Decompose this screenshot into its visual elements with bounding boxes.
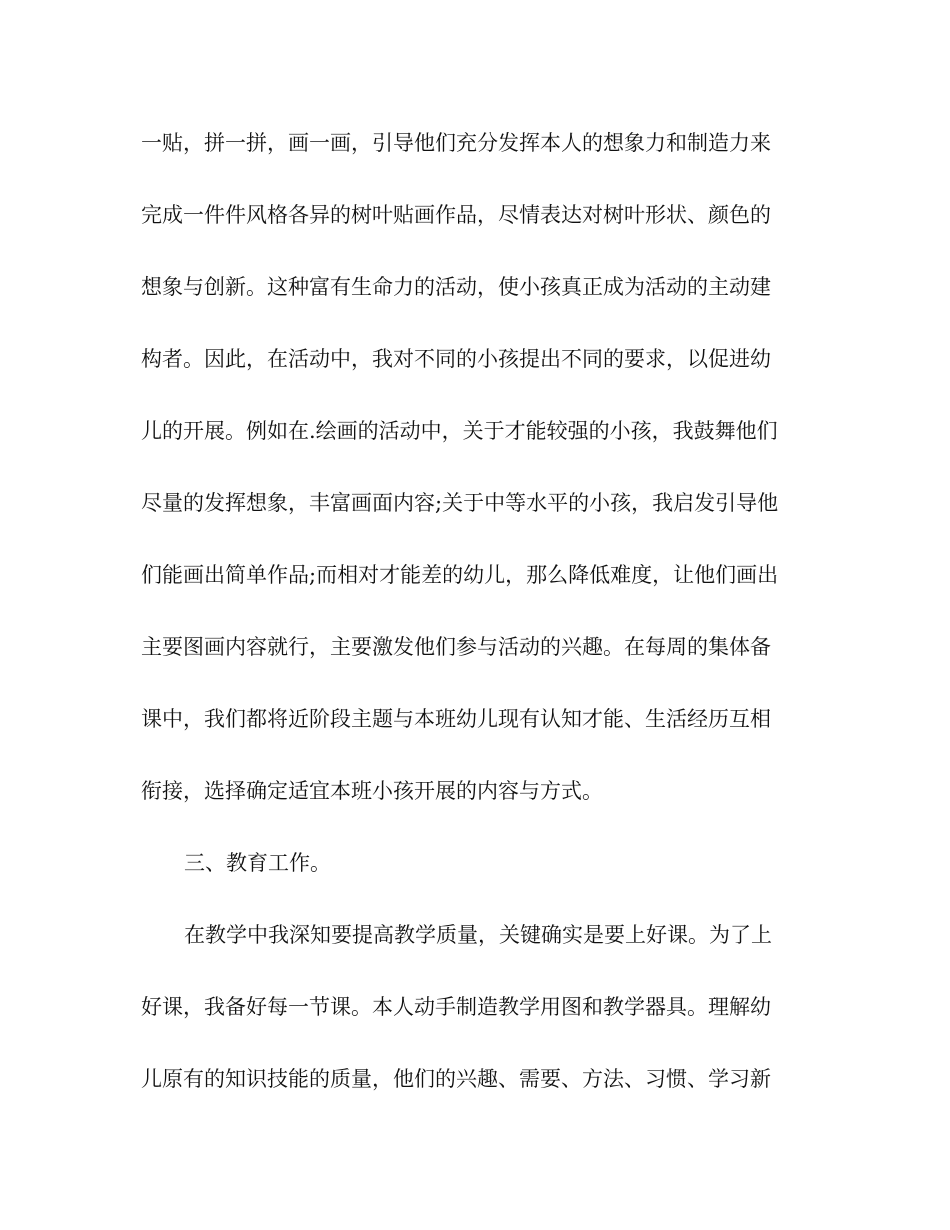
paragraph-line: 尽量的发挥想象，丰富画面内容;关于中等水平的小孩，我启发引导他	[141, 491, 779, 515]
paragraph-line: 好课，我备好每一节课。本人动手制造教学用图和教学器具。理解幼	[141, 995, 771, 1019]
section-heading: 三、教育工作。	[184, 851, 331, 875]
paragraph-line: 课中，我们都将近阶段主题与本班幼儿现有认知才能、生活经历互相	[141, 707, 771, 731]
paragraph-line: 主要图画内容就行，主要激发他们参与活动的兴趣。在每周的集体备	[141, 635, 771, 659]
paragraph-line: 完成一件件风格各异的树叶贴画作品，尽情表达对树叶形状、颜色的	[141, 203, 771, 227]
paragraph-line: 们能画出简单作品;而相对才能差的幼儿，那么降低难度，让他们画出	[141, 563, 779, 587]
paragraph-line: 想象与创新。这种富有生命力的活动，使小孩真正成为活动的主动建	[141, 275, 771, 299]
paragraph-line: 衔接，选择确定适宜本班小孩开展的内容与方式。	[141, 779, 603, 803]
paragraph-line: 儿原有的知识技能的质量，他们的兴趣、需要、方法、习惯、学习新	[141, 1067, 771, 1091]
paragraph-line: 儿的开展。例如在.绘画的活动中，关于才能较强的小孩，我鼓舞他们	[141, 419, 778, 443]
paragraph-line: 在教学中我深知要提高教学质量，关键确实是要上好课。为了上	[184, 923, 772, 947]
paragraph-line: 一贴，拼一拼，画一画，引导他们充分发挥本人的想象力和制造力来	[141, 131, 771, 155]
paragraph-line: 构者。因此，在活动中，我对不同的小孩提出不同的要求，以促进幼	[141, 347, 771, 371]
